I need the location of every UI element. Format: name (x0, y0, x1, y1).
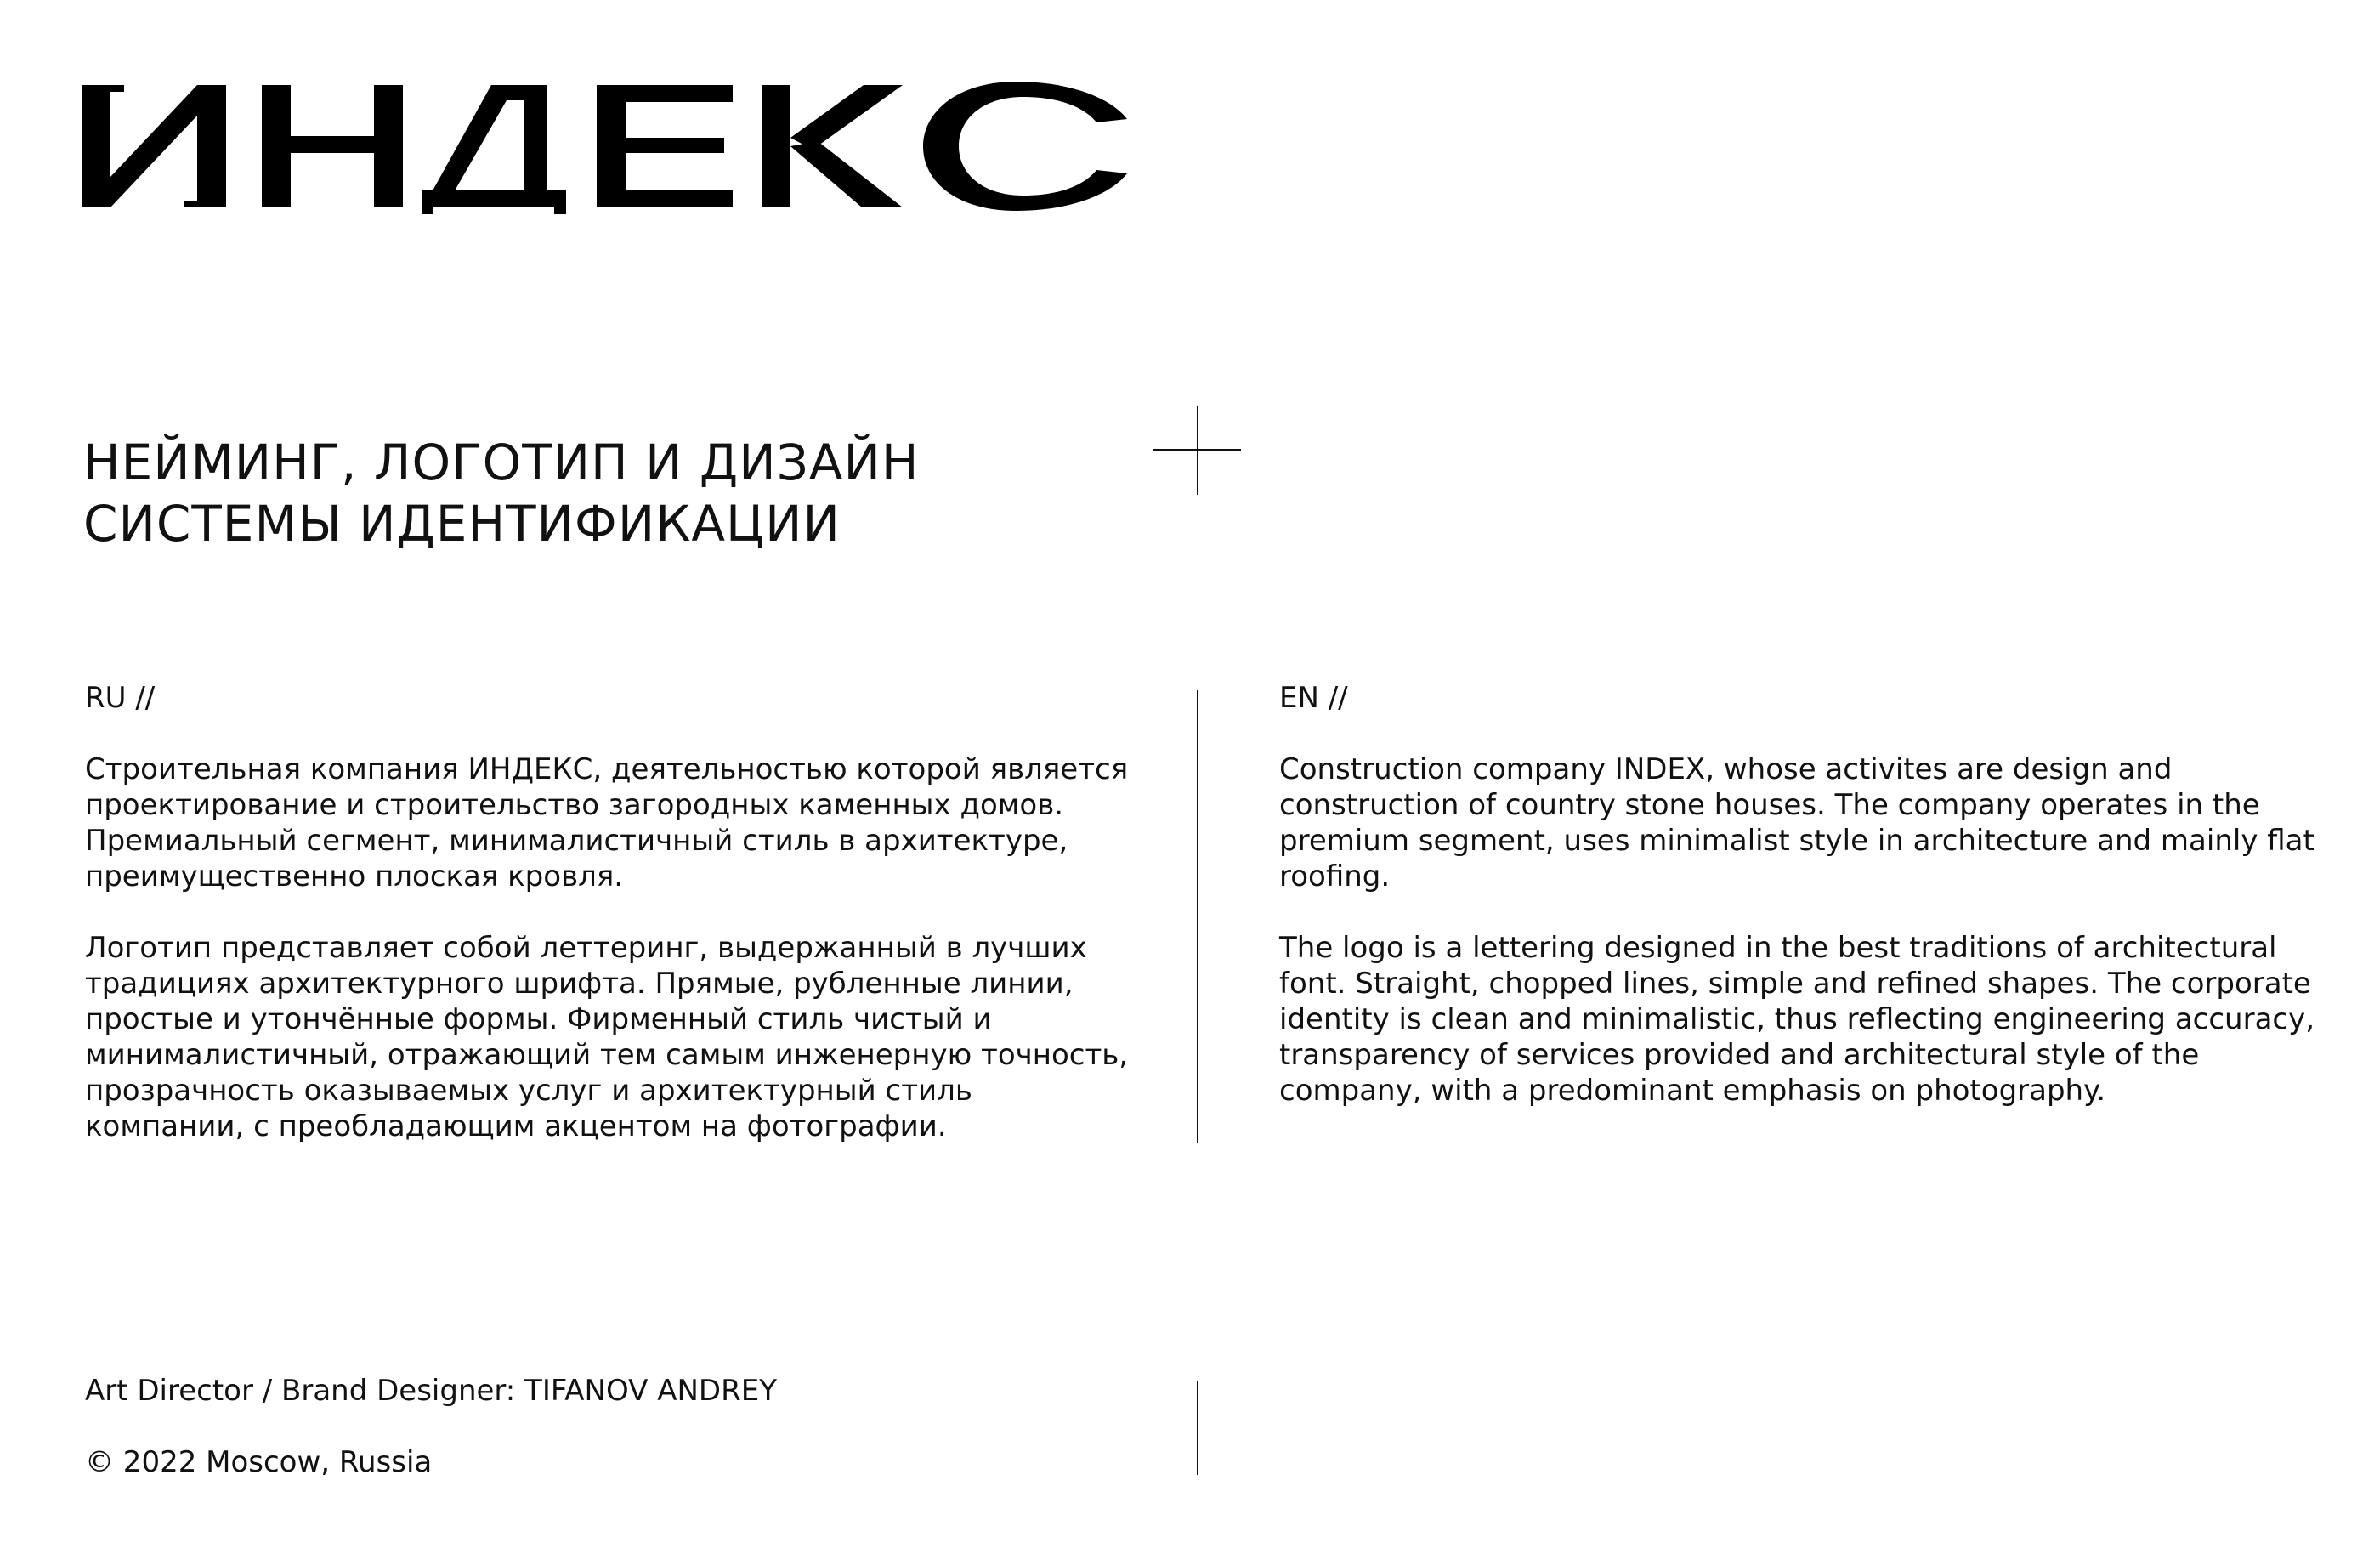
russian-column (85, 680, 1130, 1180)
en-label: EN // (1279, 681, 1348, 715)
column-divider (1197, 690, 1198, 1143)
logo-letter-e (597, 85, 733, 207)
crosshair-vertical (1197, 406, 1198, 495)
english-column (1279, 680, 2333, 1144)
ru-paragraph-1: Строительная компания ИНДЕКС, деятельностью которой является проектирование и строительство загородных каменных домов. Премиальный сегмент, минималистичный стиль в архитектуре, преимущественно плоская кровля. (85, 752, 1129, 893)
crosshair-horizontal (1153, 449, 1241, 451)
en-paragraph-1: Construction company INDEX, whose activites are design and construction of country stone houses. The company operates in the premium segment, uses minimalist style in architecture and mainly flat roofing. (1279, 752, 2315, 893)
logo-letter-s (923, 82, 1127, 211)
credits-divider (1197, 1381, 1198, 1475)
logo-letter-i (82, 85, 226, 207)
logo-letter-d (422, 85, 566, 214)
logo-letter-n (262, 85, 403, 207)
page-headline (83, 432, 1103, 554)
credits-copyright: © 2022 Moscow, Russia (85, 1445, 433, 1479)
logo-lettering (82, 78, 1127, 214)
en-paragraph-2: The logo is a lettering designed in the best traditions of architectural font. Straight, chopped lines, simple and refined shapes. The corporate identity is clean and minimalistic, thus reflecting engineering accuracy, transparency of services provided and architectural style of the company, with a predominant emphasis on photography. (1279, 931, 2315, 1108)
credits (85, 1373, 777, 1516)
brand-logo (82, 78, 1127, 214)
headline-line-1: НЕЙМИНГ, ЛОГОТИП И ДИЗАЙН (83, 434, 920, 491)
headline-line-2: СИСТЕМЫ ИДЕНТИФИКАЦИИ (83, 495, 841, 553)
ru-label: RU // (85, 681, 156, 715)
logo-letter-k (762, 85, 903, 207)
ru-paragraph-2: Логотип представляет собой леттеринг, выдержанный в лучших традициях архитектурного шрифта. Прямые, рубленные линии, простые и утончённые формы. Фирменный стиль чистый и минималистичный, отражающий тем самым инженерную точность, прозрачность оказываемых услуг и архитектурный стиль компании, с преобладающим акцентом на фотографии. (85, 931, 1129, 1143)
credits-author: Art Director / Brand Designer: TIFANOV ANDREY (85, 1374, 777, 1408)
